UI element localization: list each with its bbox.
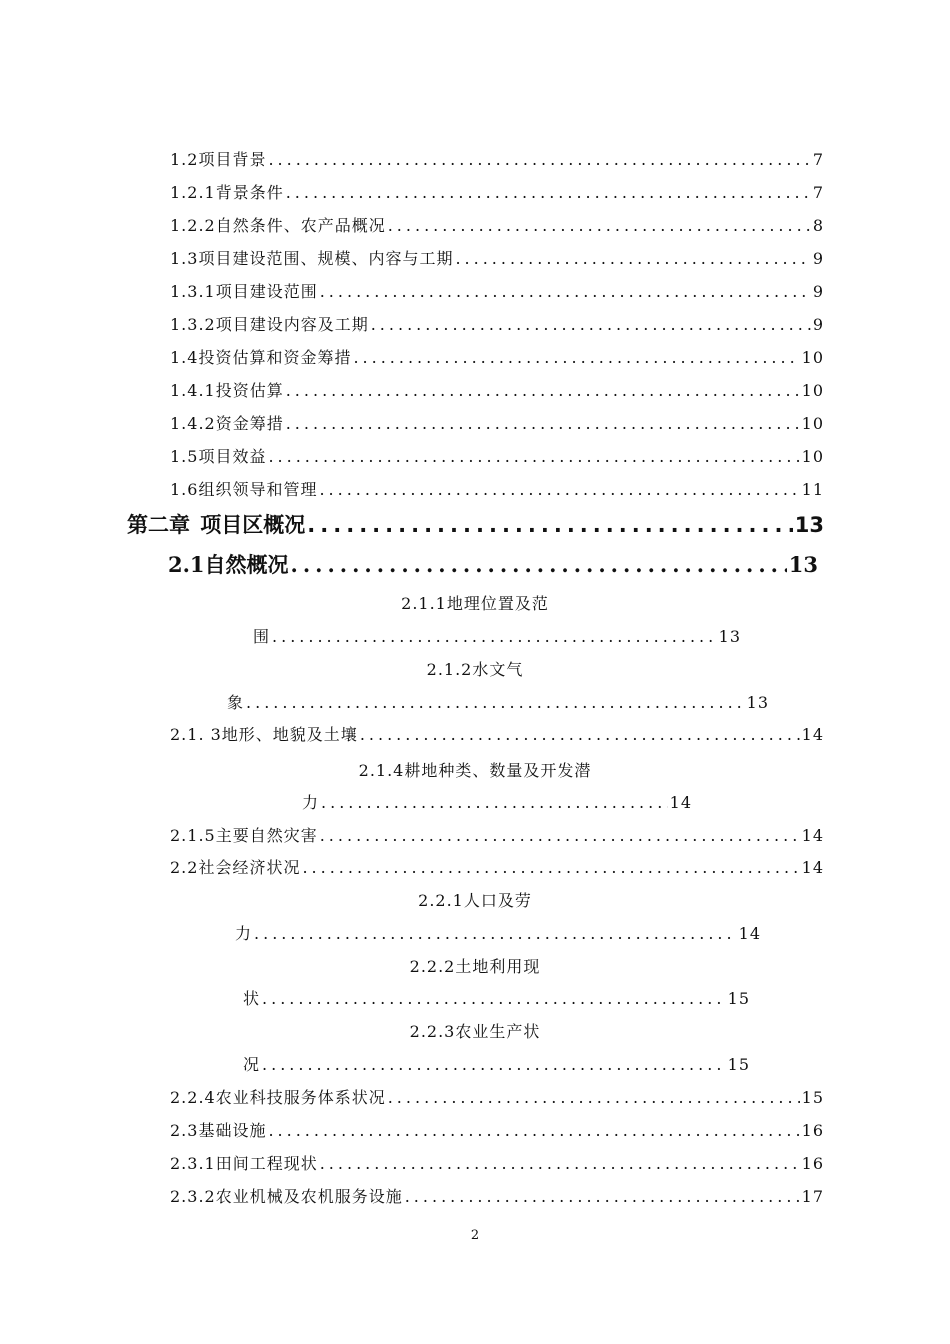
toc-entry-title: 2.3基础设施 (170, 1121, 267, 1140)
toc-entry[interactable] (243, 1052, 750, 1075)
toc-entry-title: 1.3.1项目建设范围 (170, 282, 318, 301)
toc-entry[interactable] (227, 690, 769, 713)
toc-leader (388, 1088, 800, 1107)
toc-entry-title: 1.4.1投资估算 (170, 381, 284, 400)
toc-leader (262, 1055, 726, 1074)
toc-leader (320, 826, 800, 845)
toc-entry[interactable] (170, 722, 824, 745)
toc-leader (286, 183, 811, 202)
toc-entry-page: 11 (801, 480, 824, 499)
toc-entry[interactable] (170, 312, 824, 335)
toc-leader (291, 552, 787, 577)
toc-entry-title: 2.3.2农业机械及农机服务设施 (170, 1187, 403, 1206)
toc-entry-page: 10 (801, 414, 824, 433)
toc-entry[interactable] (170, 378, 824, 401)
toc-entry-title: 1.2.2自然条件、农产品概况 (170, 216, 386, 235)
toc-entry-page: 14 (801, 858, 824, 877)
toc-entry[interactable] (170, 213, 824, 236)
toc-entry-page: 10 (801, 381, 824, 400)
toc-entry[interactable] (170, 345, 824, 368)
toc-entry-page: 14 (738, 924, 761, 943)
toc-entry-page: 9 (812, 282, 824, 301)
toc-leader (268, 150, 810, 169)
toc-entry[interactable] (170, 1184, 824, 1207)
toc-leader (455, 249, 810, 268)
toc-entry[interactable] (170, 823, 824, 846)
toc-entry-title[interactable]: 2.1.2水文气 (426, 660, 524, 679)
toc-entry-page: 17 (801, 1187, 824, 1206)
toc-entry-page: 13 (746, 693, 769, 712)
chapter-label: 第二章 (127, 512, 190, 537)
toc-entry-title: 状 (243, 989, 261, 1008)
toc-leader (286, 381, 800, 400)
toc-entry-page: 14 (669, 793, 692, 812)
toc-entry[interactable] (170, 1085, 824, 1108)
toc-entry-title: 力 (235, 924, 253, 943)
toc-entry[interactable] (170, 1151, 824, 1174)
toc-entry-title: 1.6组织领导和管理 (170, 480, 318, 499)
chapter-title: 项目区概况 (200, 512, 306, 537)
toc-leader (320, 282, 811, 301)
toc-entry-page: 9 (812, 249, 824, 268)
toc-entry[interactable] (235, 921, 761, 944)
toc-chapter[interactable] (127, 509, 824, 539)
toc-leader (286, 414, 800, 433)
toc-entry-page: 14 (801, 826, 824, 845)
toc-entry[interactable] (170, 411, 824, 434)
toc-entry[interactable] (170, 477, 824, 500)
toc-entry-title: 象 (227, 693, 245, 712)
toc-entry-page: 7 (812, 183, 824, 202)
toc-leader (254, 924, 737, 943)
toc-section[interactable] (168, 549, 818, 579)
toc-entry[interactable] (170, 1118, 824, 1141)
toc-leader (268, 1121, 799, 1140)
toc-entry-title: 1.4.2资金筹措 (170, 414, 284, 433)
toc-entry-page: 14 (801, 725, 824, 744)
toc-leader (360, 725, 800, 744)
toc-entry-page: 7 (812, 150, 824, 169)
toc-entry-page: 13 (718, 627, 741, 646)
toc-entry[interactable] (170, 279, 824, 302)
toc-entry-title[interactable]: 2.1.4耕地种类、数量及开发潜 (358, 761, 592, 780)
toc-entry-page: 15 (801, 1088, 824, 1107)
toc-entry-title[interactable]: 2.1.1地理位置及范 (401, 594, 549, 613)
toc-leader (262, 989, 726, 1008)
toc-entry-page: 15 (727, 1055, 750, 1074)
toc-entry-page: 15 (727, 989, 750, 1008)
toc-leader (319, 480, 799, 499)
page-number: 2 (470, 1228, 480, 1243)
toc-leader (371, 315, 811, 334)
toc-leader (321, 793, 668, 812)
toc-entry-page: 10 (801, 348, 824, 367)
toc-entry-title: 1.4投资估算和资金筹措 (170, 348, 352, 367)
toc-entry-page: 10 (801, 447, 824, 466)
toc-entry-title: 2.3.1田间工程现状 (170, 1154, 318, 1173)
toc-entry[interactable] (170, 444, 824, 467)
toc-entry-page: 8 (812, 216, 824, 235)
toc-entry-page: 13 (794, 513, 824, 537)
toc-entry[interactable] (302, 790, 692, 813)
toc-entry-title: 1.3项目建设范围、规模、内容与工期 (170, 249, 454, 268)
toc-entry-page: 13 (788, 552, 818, 577)
toc-entry-title: 2.2.4农业科技服务体系状况 (170, 1088, 386, 1107)
toc-entry-title: 1.2.1背景条件 (170, 183, 284, 202)
toc-entry-page: 9 (812, 315, 824, 334)
toc-entry[interactable] (170, 855, 824, 878)
toc-leader (320, 1154, 800, 1173)
toc-leader (307, 513, 792, 537)
toc-entry[interactable] (243, 986, 750, 1009)
toc-entry[interactable] (253, 624, 741, 647)
toc-entry-title: 2.1. 3地形、地貌及土壤 (170, 725, 358, 744)
toc-leader (405, 1187, 800, 1206)
toc-leader (272, 627, 717, 646)
toc-entry-title: 1.5项目效益 (170, 447, 267, 466)
toc-leader (302, 858, 799, 877)
toc-entry-title: 2.1.5主要自然灾害 (170, 826, 318, 845)
toc-entry-title: 况 (243, 1055, 261, 1074)
toc-entry[interactable] (170, 180, 824, 203)
toc-entry-title: 力 (302, 793, 320, 812)
toc-entry-page: 16 (801, 1154, 824, 1173)
toc-leader (388, 216, 811, 235)
toc-entry-title[interactable]: 2.2.1人口及劳 (418, 891, 532, 910)
toc-entry[interactable] (170, 246, 824, 269)
toc-entry-page: 16 (801, 1121, 824, 1140)
toc-leader (353, 348, 799, 367)
toc-entry-title[interactable]: 2.2.2土地利用现 (409, 957, 541, 976)
toc-leader (246, 693, 745, 712)
toc-leader (268, 447, 799, 466)
toc-entry-title: 2.2社会经济状况 (170, 858, 301, 877)
toc-entry-title: 围 (253, 627, 271, 646)
toc-entry[interactable] (170, 147, 824, 170)
toc-entry-title: 1.2项目背景 (170, 150, 267, 169)
toc-entry-title: 2.1自然概况 (168, 552, 289, 577)
toc-entry-title[interactable]: 2.2.3农业生产状 (409, 1022, 541, 1041)
toc-entry-title: 1.3.2项目建设内容及工期 (170, 315, 369, 334)
